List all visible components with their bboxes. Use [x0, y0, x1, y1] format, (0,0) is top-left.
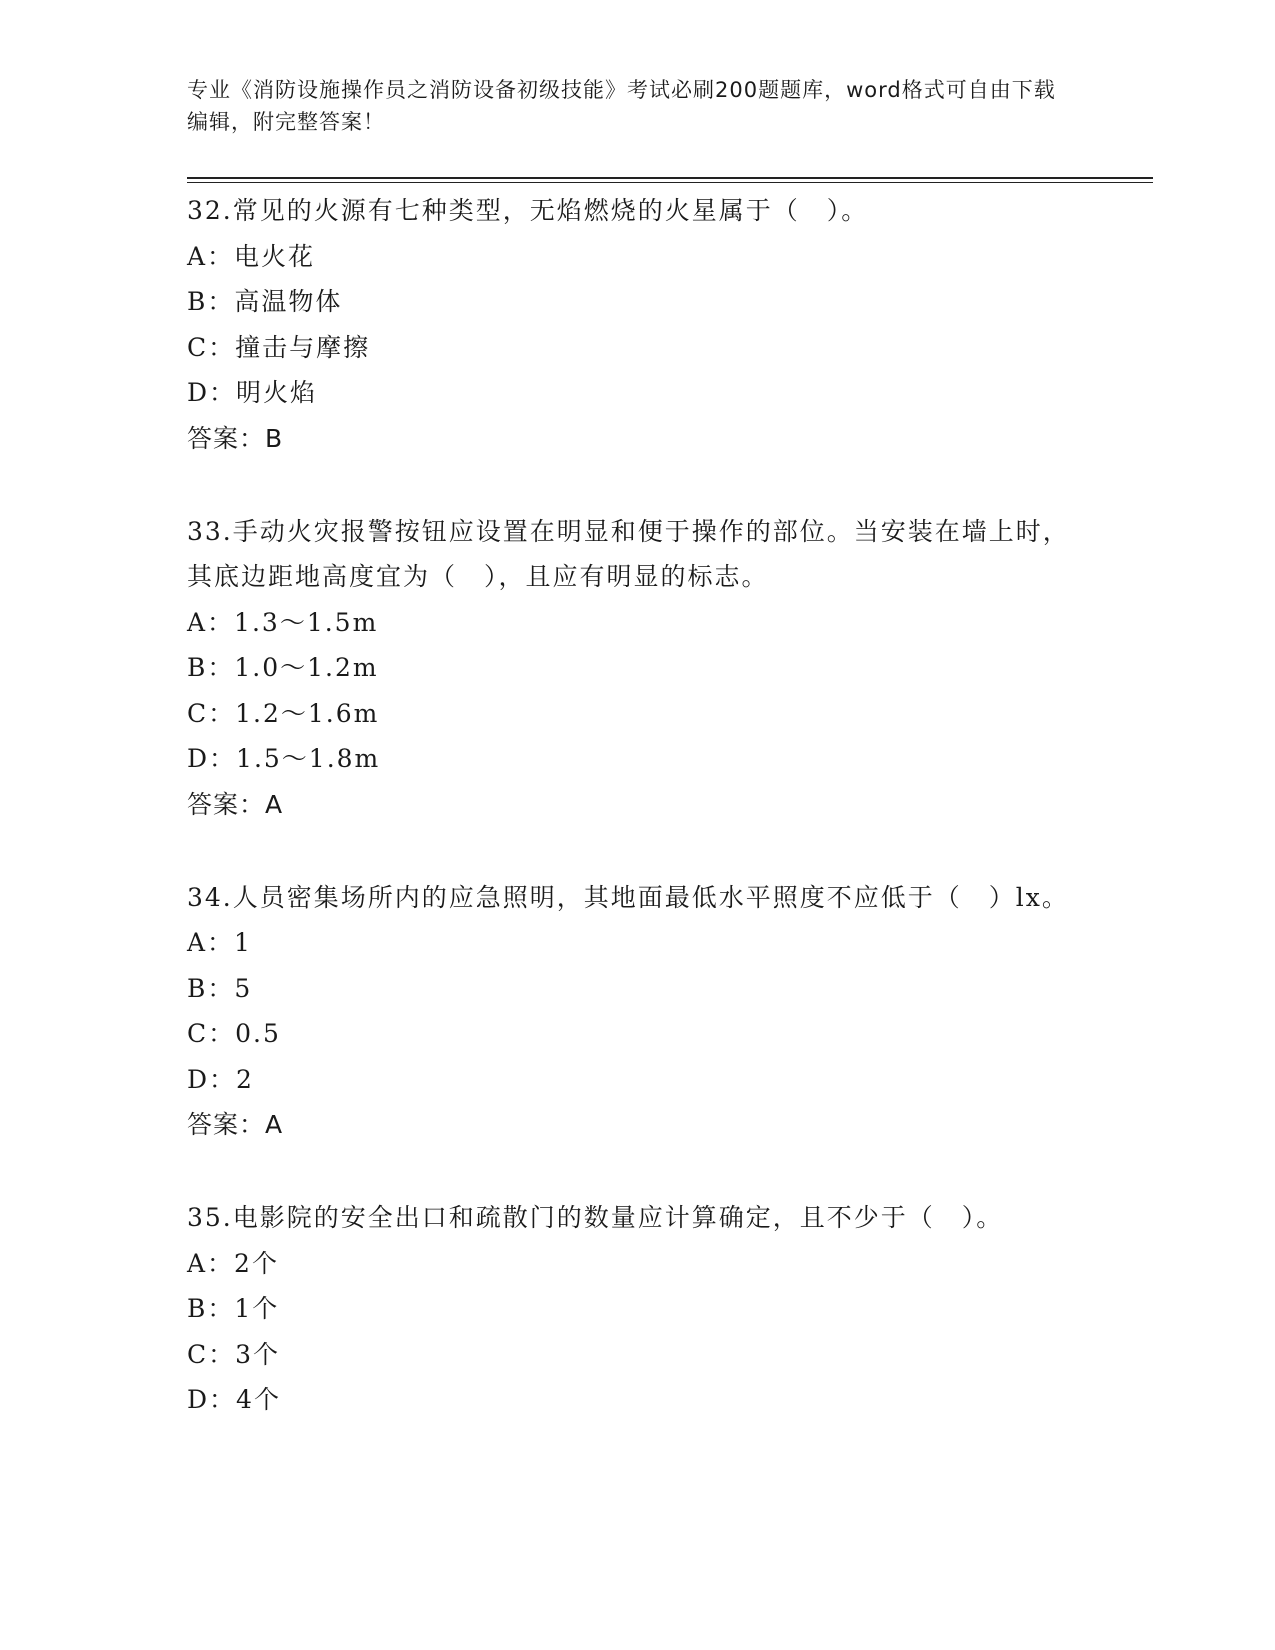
option-a: A：电火花: [187, 241, 316, 271]
question-33: [187, 509, 1087, 828]
header-divider-thick: [187, 177, 1153, 179]
option-c: C：0.5: [187, 1019, 281, 1048]
option-d: D：明火焰: [187, 378, 318, 407]
answer-label: 答案：A: [187, 789, 284, 819]
answer-label: 答案：B: [187, 423, 284, 453]
option-c: C：3个: [187, 1339, 281, 1369]
option-a: A：1.3～1.5m: [187, 607, 379, 637]
option-b: B：高温物体: [187, 287, 343, 316]
option-b: B：1.0～1.2m: [187, 653, 379, 682]
question-stem: 35.电影院的安全出口和疏散门的数量应计算确定，且不少于（ ）。: [187, 1203, 1004, 1232]
answer-label: 答案：A: [187, 1110, 284, 1139]
question-stem: 32.常见的火源有七种类型，无焰燃烧的火星属于（ ）。: [187, 196, 869, 225]
option-c: C：撞击与摩擦: [187, 332, 371, 362]
question-list: [187, 188, 1087, 1470]
question-35: [187, 1195, 1087, 1423]
header-divider-thin: [187, 182, 1153, 183]
question-stem: 33.手动火灾报警按钮应设置在明显和便于操作的部位。当安装在墙上时，其底边距地高度宜为（ ），且应有明显的标志。: [187, 516, 1070, 591]
option-d: D：1.5～1.8m: [187, 744, 381, 773]
option-a: A：2个: [187, 1248, 279, 1278]
option-b: B：1个: [187, 1294, 280, 1323]
option-d: D：4个: [187, 1385, 281, 1414]
option-a: A：1: [187, 928, 252, 957]
question-32: [187, 188, 1087, 462]
option-b: B：5: [187, 973, 253, 1003]
question-34: [187, 875, 1087, 1149]
document-header: 专业《消防设施操作员之消防设备初级技能》考试必刷200题题库，word格式可自由下载编辑，附完整答案！: [187, 78, 1056, 134]
question-stem: 34.人员密集场所内的应急照明，其地面最低水平照度不应低于（ ）lx。: [187, 882, 1069, 912]
option-d: D：2: [187, 1064, 254, 1094]
option-c: C：1.2～1.6m: [187, 698, 380, 728]
